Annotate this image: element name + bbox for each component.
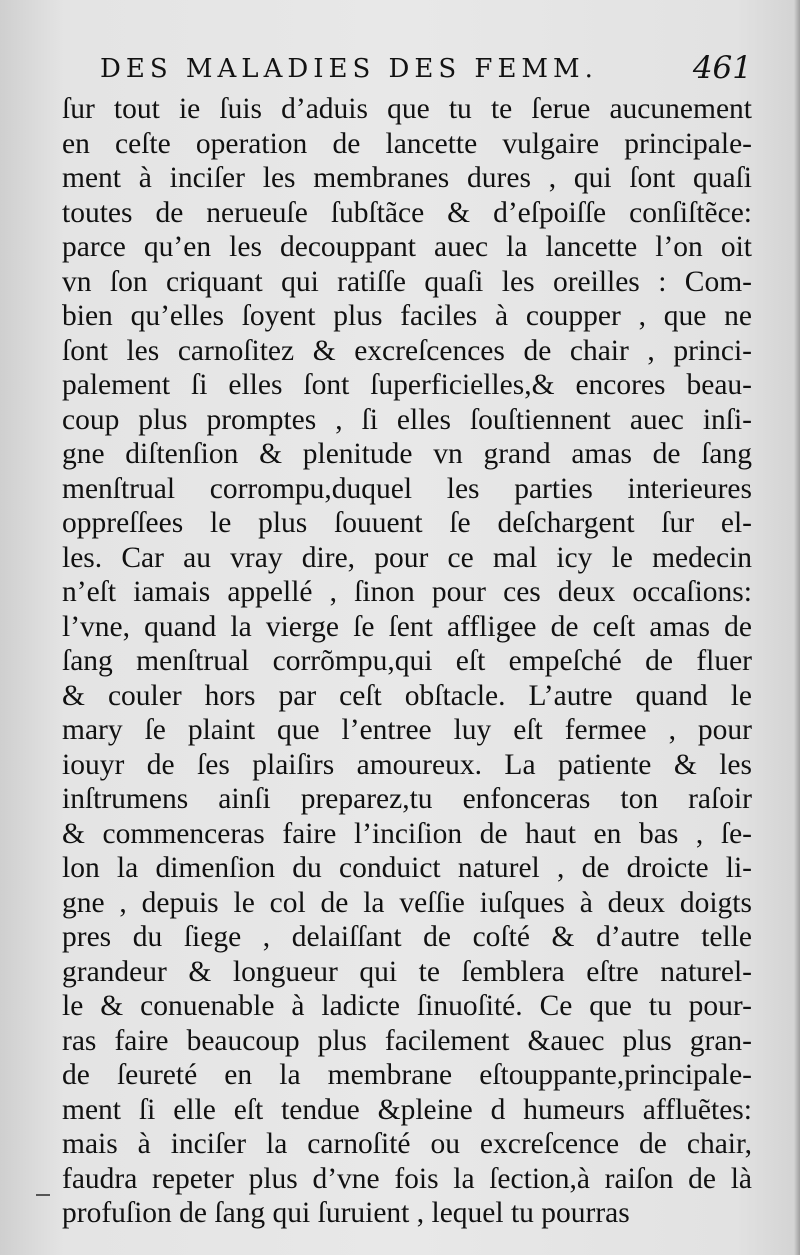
- running-head: [100, 50, 750, 90]
- text-line: pres du ſiege , delaiſſant de coſté & d’autre telle: [62, 921, 752, 953]
- text-line: ras faire beaucoup plus facilement &auec plus gran-: [62, 1024, 752, 1057]
- text-line: le & conuenable à ladicte ſinuoſité. Ce que tu pour-: [62, 990, 752, 1022]
- text-line: inſtrumens ainſi preparez,tu enfonceras ton raſoir: [62, 783, 752, 815]
- text-line: ſang menſtrual corrõmpu,qui eſt empeſché de fluer: [62, 645, 752, 677]
- text-line: grandeur & longueur qui te ſemblera eſtre naturel-: [62, 955, 752, 988]
- body-text: [62, 92, 752, 1231]
- text-line: mary ſe plaint que l’entree luy eſt fermee , pour: [62, 714, 752, 746]
- text-line: parce qu’en les decouppant auec la lancette l’on oit: [62, 231, 752, 263]
- text-line: palement ſi elles ſont ſuperficielles,& encores beau-: [62, 369, 752, 401]
- text-line: menſtrual corrompu,duquel les parties interieures: [62, 472, 752, 505]
- text-line: n’eſt iamais appellé , ſinon pour ces deux occaſions:: [62, 576, 752, 608]
- text-line: ſur tout ie ſuis d’aduis que tu te ſerue aucunement: [62, 93, 752, 125]
- text-line: ment à inciſer les membranes dures , qui ſont quaſi: [62, 162, 752, 194]
- text-line: en ceſte operation de lancette vulgaire principale-: [62, 127, 752, 160]
- text-line: vn ſon criquant qui ratiſſe quaſi les oreilles : Com-: [62, 265, 752, 298]
- text-line: & commenceras faire l’inciſion de haut en bas , ſe-: [62, 817, 752, 850]
- text-line: iouyr de ſes plaiſirs amoureux. La patiente & les: [62, 748, 752, 781]
- text-line: ment ſi elle eſt tendue &pleine d humeurs affluẽtes:: [62, 1093, 752, 1126]
- text-line: les. Car au vray dire, pour ce mal icy le medecin: [62, 541, 752, 574]
- text-line: toutes de nerueuſe ſubſtãce & d’eſpoiſſe conſiſtẽce:: [62, 196, 752, 229]
- text-line: gne , depuis le col de la veſſie iuſques à deux doigts: [62, 886, 752, 919]
- text-line: oppreſſees le plus ſouuent ſe deſchargent ſur el-: [62, 507, 752, 539]
- text-line: coup plus promptes , ſi elles ſouſtiennent auec inſi-: [62, 403, 752, 436]
- text-line: ſont les carnoſitez & excreſcences de chair , princi-: [62, 334, 752, 367]
- page-number: 461: [692, 50, 752, 86]
- text-line: mais à inciſer la carnoſité ou excreſcence de chair,: [62, 1128, 752, 1160]
- text-line: de ſeureté en la membrane eſtouppante,principale-: [62, 1059, 752, 1091]
- text-line: & couler hors par ceſt obſtacle. L’autre quand le: [62, 679, 752, 712]
- text-line: profuſion de ſang qui ſuruient , lequel tu pourras: [62, 1197, 630, 1229]
- text-line: gne diſtenſion & plenitude vn grand amas de ſang: [62, 438, 752, 470]
- page-edge-shadow: [794, 0, 800, 1255]
- running-title: DES MALADIES DES FEMM.: [100, 54, 598, 84]
- text-line: bien qu’elles ſoyent plus faciles à coupper , que ne: [62, 300, 752, 332]
- text-line: l’vne, quand la vierge ſe ſent affligee de ceſt amas de: [62, 610, 752, 643]
- text-line: faudra repeter plus d’vne fois la ſection,à raiſon de là: [62, 1162, 752, 1195]
- text-line: lon la dimenſion du conduict naturel , de droicte li-: [62, 852, 752, 884]
- margin-mark: [36, 1194, 50, 1196]
